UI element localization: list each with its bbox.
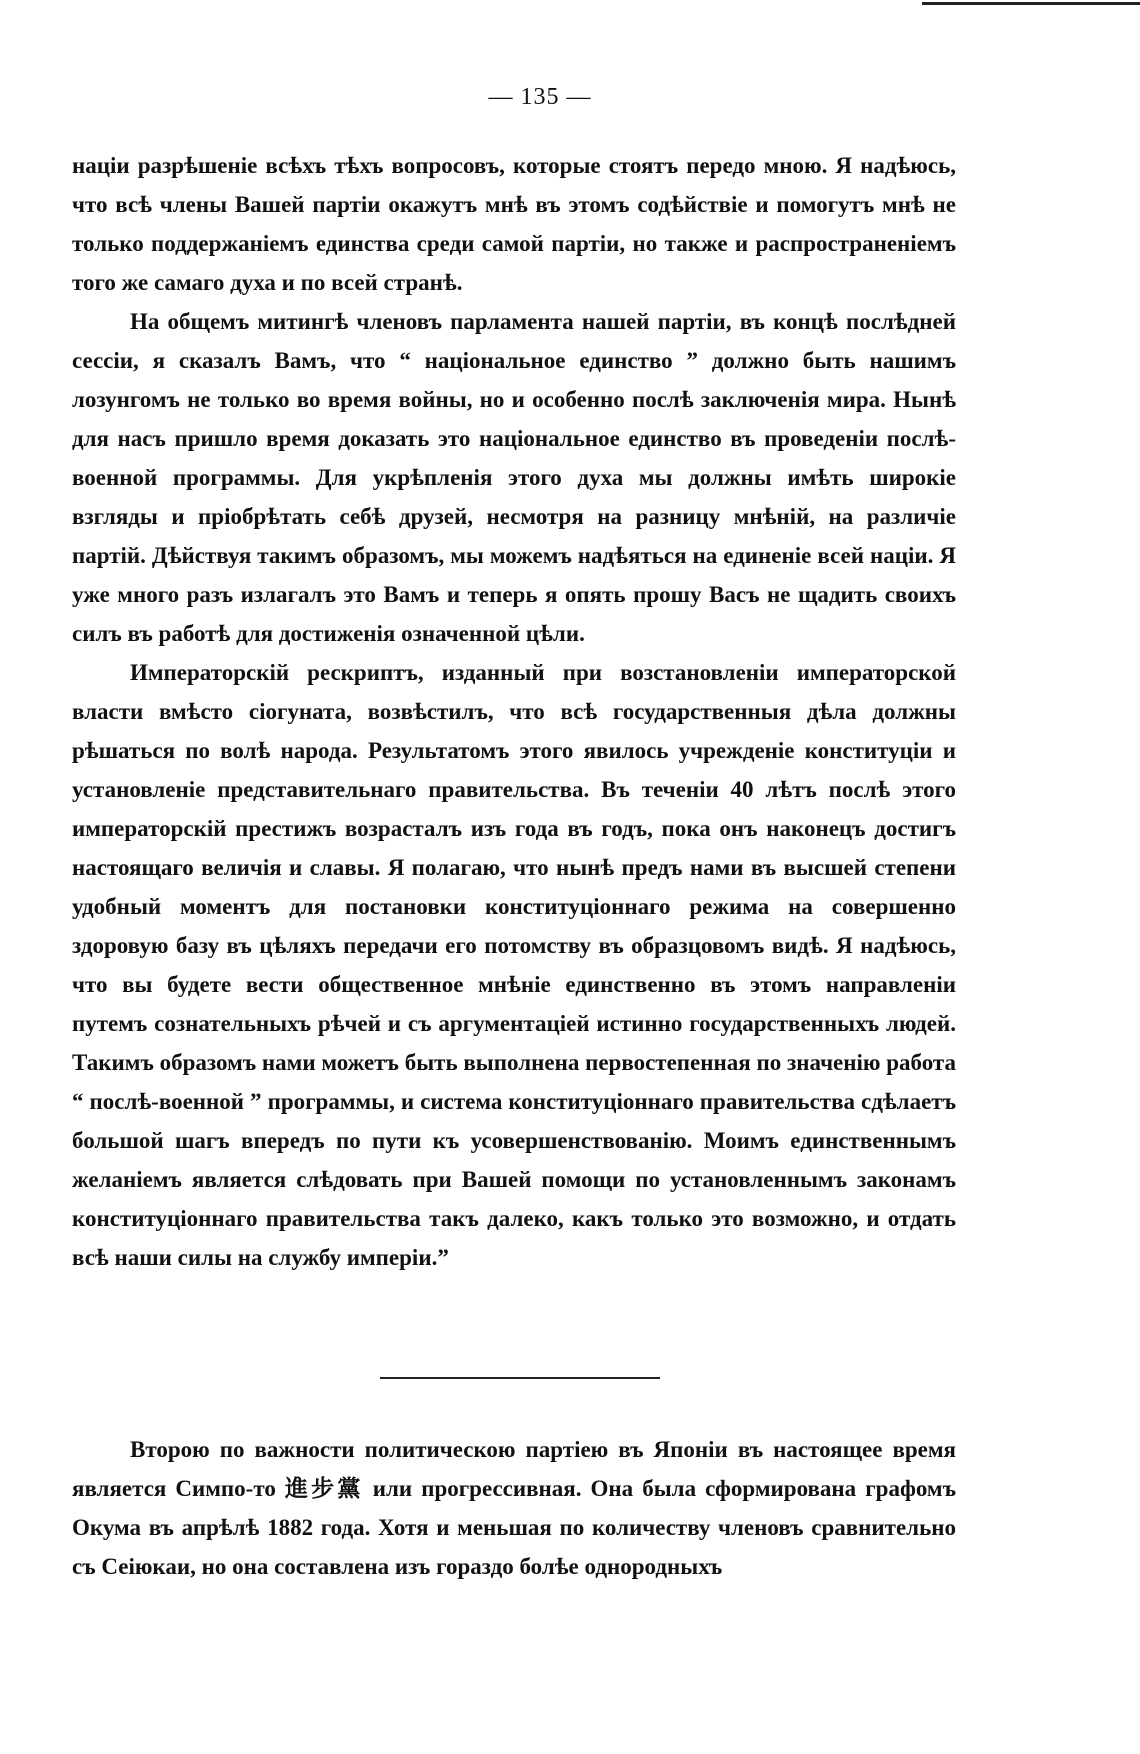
paragraph-continued: націи разрѣшеніе всѣхъ тѣхъ вопросовъ, которые стоятъ передо мною. Я надѣюсь, что всѣ члены Вашей партіи окажутъ мнѣ въ этомъ содѣйствіе и помогутъ мнѣ не только поддержаніемъ единства среди самой партіи, но также и распространеніемъ того же самаго духа и по всей странѣ. xyxy=(72,153,956,295)
body-text-lower xyxy=(72,1430,956,1586)
page-number: — 135 — xyxy=(488,84,592,110)
top-rule xyxy=(922,2,1140,5)
section-separator xyxy=(380,1377,660,1379)
paragraph-imperial-rescript: Императорскій рескриптъ, изданный при возстановленіи императорской власти вмѣсто сіогуната, возвѣстилъ, что всѣ государственныя дѣла должны рѣшаться по волѣ народа. Результатомъ этого явилось учрежденіе конституціи и установленіе представительнаго правительства. Въ теченіи 40 лѣтъ послѣ этого императорскій престижъ возрасталъ изъ года въ годъ, пока онъ наконецъ достигъ настоящаго величія и славы. Я полагаю, что нынѣ предъ нами въ высшей степени удобный моментъ для постановки конституціоннаго режима на совершенно здоровую базу въ цѣляхъ передачи его потомству въ образцовомъ видѣ. Я надѣюсь, что вы будете вести общественное мнѣніе единственно въ этомъ направленіи путемъ сознательныхъ рѣчей и съ аргументаціей истинно государственныхъ людей. Такимъ образомъ нами можетъ быть выполнена первостепенная по значенію работа “ послѣ-военной ” программы, и система конституціоннаго правительства сдѣлаетъ большой шагъ впередъ по пути къ усовершенствованію. Моимъ единственнымъ желаніемъ является слѣдовать при Вашей помощи по установленнымъ законамъ конституціоннаго правительства такъ далеко, какъ только это возможно, и отдать всѣ наши силы на службу имперіи.” xyxy=(72,660,956,1270)
paragraph-shimpoto: Второю по важности политическою партіею въ Японіи въ настоящее время является Симпо-то 進步黨 или прогрессивная. Она была сформирована графомъ Окума въ апрѣлѣ 1882 года. Хотя и меньшая по количеству членовъ сравнительно съ Сеіюкаи, но она составлена изъ гораздо болѣе однородныхъ xyxy=(72,1437,956,1579)
paragraph-national-unity: На общемъ митингѣ членовъ парламента нашей партіи, въ концѣ послѣдней сессіи, я сказалъ Вамъ, что “ національное единство ” должно быть нашимъ лозунгомъ не только во время войны, но и особенно послѣ заключенія мира. Нынѣ для насъ пришло время доказать это національное единство въ проведеніи послѣ-военной программы. Для укрѣпленія этого духа мы должны имѣть широкіе взгляды и пріобрѣтать себѣ друзей, несмотря на разницу мнѣній, на различіе партій. Дѣйствуя такимъ образомъ, мы можемъ надѣяться на единеніе всей націи. Я уже много разъ излагалъ это Вамъ и теперь я опять прошу Васъ не щадить своихъ силъ въ работѣ для достиженія означенной цѣли. xyxy=(72,309,956,646)
body-text-upper xyxy=(72,146,956,1277)
